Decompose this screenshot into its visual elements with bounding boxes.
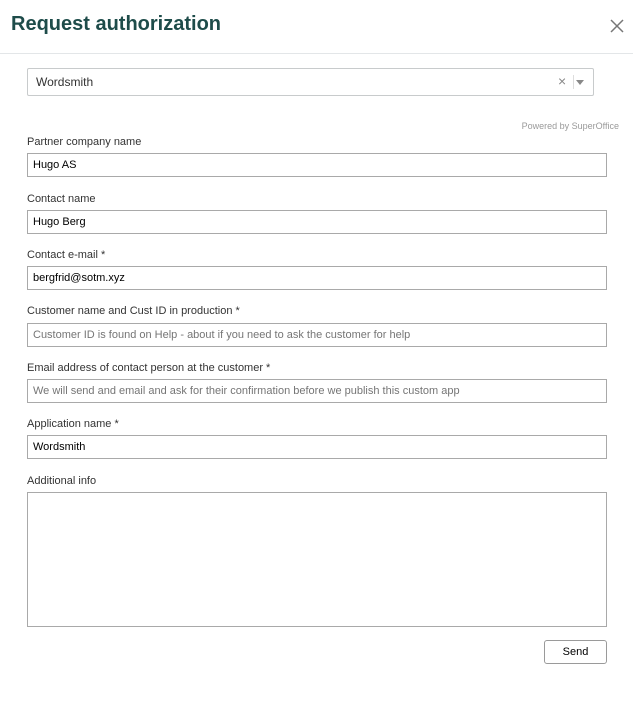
partner-company-input[interactable]: [27, 153, 607, 177]
partner-company-label: Partner company name: [27, 136, 142, 148]
close-button[interactable]: [606, 15, 628, 37]
customer-email-input[interactable]: [27, 379, 607, 403]
powered-by-text: Powered by SuperOffice: [521, 121, 619, 131]
application-select[interactable]: [27, 68, 594, 96]
select-divider: [573, 75, 574, 89]
additional-info-textarea[interactable]: [27, 492, 607, 627]
contact-name-label: Contact name: [27, 193, 96, 205]
customer-id-input[interactable]: [27, 323, 607, 347]
contact-email-input[interactable]: [27, 266, 607, 290]
close-icon: [606, 15, 628, 37]
dialog-header: [0, 0, 633, 54]
clear-selection-icon[interactable]: ×: [558, 73, 567, 89]
dialog-title: Request authorization: [11, 13, 222, 35]
send-button[interactable]: Send: [544, 640, 607, 664]
application-name-input[interactable]: [27, 435, 607, 459]
customer-id-label: Customer name and Cust ID in production *: [27, 305, 240, 317]
customer-email-label: Email address of contact person at the customer *: [27, 362, 271, 374]
application-select-value: Wordsmith: [36, 75, 94, 89]
application-name-label: Application name *: [27, 418, 119, 430]
chevron-down-icon[interactable]: [576, 80, 584, 85]
contact-email-label: Contact e-mail *: [27, 249, 106, 261]
additional-info-label: Additional info: [27, 475, 97, 487]
contact-name-input[interactable]: [27, 210, 607, 234]
